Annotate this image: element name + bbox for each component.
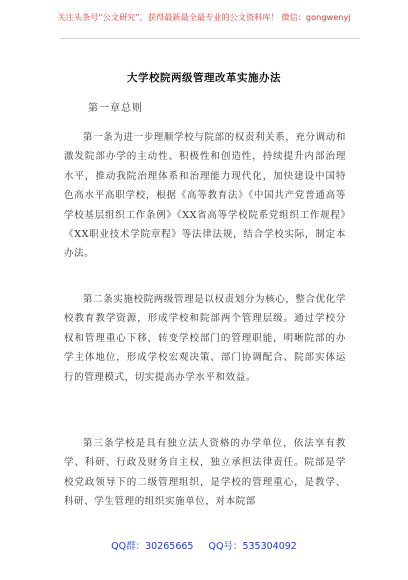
paragraph-article-2: 第二条实施校院两级管理是以权责划分为核心，整合优化学校教育教学资源，形成学校和院部两个管理层级。通过学校分权和管理重心下移，转变学校部门的管理职能，明晰院部的办学主体地位，形成学校宏观决策、部门协调配合、院部实体运行的管理模式，切实提高办学水平和效益。 (64, 294, 346, 383)
chapter-heading: 第一章总则 (88, 103, 143, 114)
footer-qq-group: QQ群：30265665 (111, 541, 194, 552)
footer-qq-number: QQ号：535304092 (208, 541, 297, 552)
paragraph-article-3: 第三条学校是具有独立法人资格的办学单位，依法享有教学、科研、行政及财务自主权，独立承担法律责任。院部是学校党政领导下的二级管理组织，是学校的管理重心，是教学、科研、学生管理的组织实施单位，对本院部 (64, 438, 346, 508)
footer-contact (0, 538, 408, 552)
paragraph-article-1: 第一条为进一步理顺学校与院部的权责利关系，充分调动和激发院部办学的主动性、积极性和创造性，持续提升内部治理水平，推动我院治理体系和治理能力现代化，加快建设中国特色高水平高职学校，根据《高等教育法》《中国共产党普通高等学校基层组织工作条例》《XX省高等学校院系党组织工作规程》《XX职业技术学院章程》等法律法规，结合学校实际，制定本办法。 (64, 132, 346, 260)
header-note: 关注头条号“公文研究”，获得最新最全最专业的公文资料库！ 微信：gongwenyj (57, 12, 351, 22)
header-divider (60, 38, 360, 39)
document-title: 大学校院两级管理改革实施办法 (127, 72, 281, 84)
